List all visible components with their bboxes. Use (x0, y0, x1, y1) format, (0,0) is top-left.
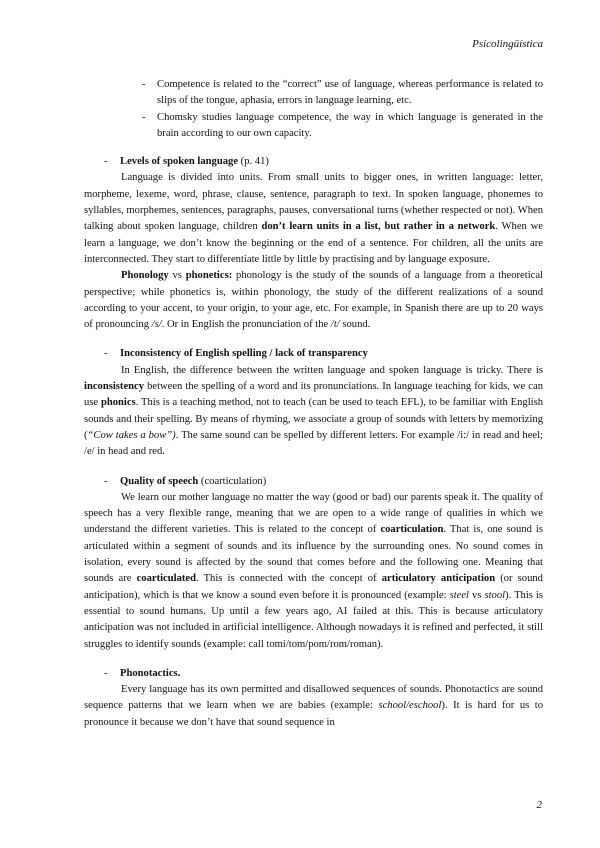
bullet-text: Competence is related to the “correct” use of language, whereas performance is related to slips of the tongue, aphasia, errors in language learning, etc. (157, 79, 543, 107)
text: We learn our mother language no matter the way (good or bad) our parents speak it. The quality of speech has a very flexible range, meaning that we are open to a wide range of qualities in which we understand the different varieties. This is related to the concept of (84, 491, 543, 536)
bullet-dash: - (104, 667, 108, 679)
section-levels (84, 154, 543, 333)
bold-text: coarticulated (136, 573, 197, 585)
italic-text: /t/ (330, 319, 340, 331)
text: . That is, one sound is articulated within a segment of sounds and its influence by the surrounding ones. No sound comes in isolation, every sound is affected by the sound that comes before and the following one. Meaning that sounds are (84, 524, 543, 585)
section-title: Levels of spoken language (120, 156, 239, 168)
text: ). It is hard for us to pronounce it because we don’t have that sound sequence in (84, 700, 543, 728)
text: between the spelling of a word and its pronunciations. In language teaching for kids, we can use (84, 381, 543, 409)
text: . This is a teaching method, not to teach (can be used to teach EFL), to be familiar with English sounds and their spelling. By means of rhyming, we associate a group of sounds with letters by memorizing ( (84, 397, 543, 441)
section-quality (84, 474, 543, 653)
text: . Or in English the pronunciation of the (161, 319, 331, 331)
text: . The same sound can be spelled by different letters. For example /i:/ in read and heel; /e/ in head and red. (84, 429, 543, 458)
paragraph (84, 170, 543, 268)
text: (or sound anticipation), which is that we know a sound even before it is pronounced (example: (84, 573, 543, 601)
italic-text: steel (449, 589, 469, 601)
text: . This is connected with the concept of (196, 573, 382, 585)
section-heading (84, 666, 543, 682)
section-title-suffix: (p. 41) (238, 156, 269, 168)
section-heading (84, 346, 543, 362)
section-title: Inconsistency of English spelling / lack of transparency (120, 348, 368, 360)
text: vs (469, 589, 485, 601)
bullet-dash: - (104, 475, 108, 487)
running-header: Psicolingüística (472, 38, 543, 50)
text: phonology is the study of the sounds of a language from a theoretical perspective; while phonetics is, within phonology, the study of the different realizations of a sound according to your accent, to your origin, to your age, etc. For example, in Spanish there are up to 20 ways of pronouncing (84, 270, 543, 331)
bold-text: Phonology (121, 270, 169, 282)
italic-text: “Cow takes a bow”) (87, 429, 176, 441)
italic-text: /s/ (151, 319, 162, 331)
bold-text: phonetics: (185, 270, 233, 282)
paragraph (84, 268, 543, 333)
bold-text: coarticulation (380, 524, 444, 536)
section-heading (84, 154, 543, 170)
paragraph (84, 363, 543, 461)
section-heading (84, 474, 543, 490)
text: ). This is essential to sound humans. Up until a few years ago, AI failed at this. This is because articulatory anticipation was not included in artificial intelligence. Although nowadays it is refined and perfected, it still struggles to identify sounds (example: call tomi/tom/pom/rom/roman). (84, 589, 544, 650)
section-spelling (84, 346, 543, 460)
sub-bullet-list (84, 77, 543, 142)
paragraph (84, 682, 543, 731)
text: sound. (339, 319, 371, 331)
section-title: Phonotactics. (120, 667, 181, 679)
list-item (84, 77, 543, 110)
italic-text: school/eschool (378, 700, 442, 712)
text: vs (168, 270, 186, 282)
section-phonotactics (84, 666, 543, 731)
bullet-dash: - (142, 79, 146, 90)
section-title: Quality of speech (120, 475, 199, 487)
list-item (84, 110, 543, 143)
bullet-dash: - (104, 156, 108, 168)
text: In English, the difference between the written language and spoken language is tricky. There is (121, 364, 543, 376)
bold-text: inconsistency (84, 381, 145, 393)
bullet-dash: - (142, 111, 146, 123)
text: Every language has its own permitted and disallowed sequences of sounds. Phonotactics are sound sequence patterns that we learn when we are babies (example: (84, 684, 543, 712)
text: . When we learn a language, we don’t know the beginning or the end of a sentence. For children, all the units are interconnected. They start to differentiate little by little by practising and by language exposure. (84, 221, 543, 265)
bullet-dash: - (104, 348, 108, 360)
bullet-text: Chomsky studies language competence, the way in which language is generated in the brain according to our own capacity. (157, 111, 543, 139)
italic-text: stool (484, 589, 506, 601)
section-title-suffix: (coarticulation) (198, 475, 267, 487)
bold-text: articulatory anticipation (381, 573, 496, 585)
bold-text: phonics (100, 397, 136, 409)
page-body (84, 77, 543, 731)
text: Language is divided into units. From small units to bigger ones, in written language: letter, morpheme, lexeme, word, phrase, clause, sentence, paragraph to text. In spoken language, phonemes to syllables, morphemes, sentences, paragraphs, pauses, conversational turns (whether respected or not). When talking about spoken language, children (84, 172, 543, 233)
bold-text: don’t learn units in a list, but rather in a network (261, 221, 496, 233)
paragraph (84, 490, 543, 653)
page-number: 2 (536, 799, 542, 811)
